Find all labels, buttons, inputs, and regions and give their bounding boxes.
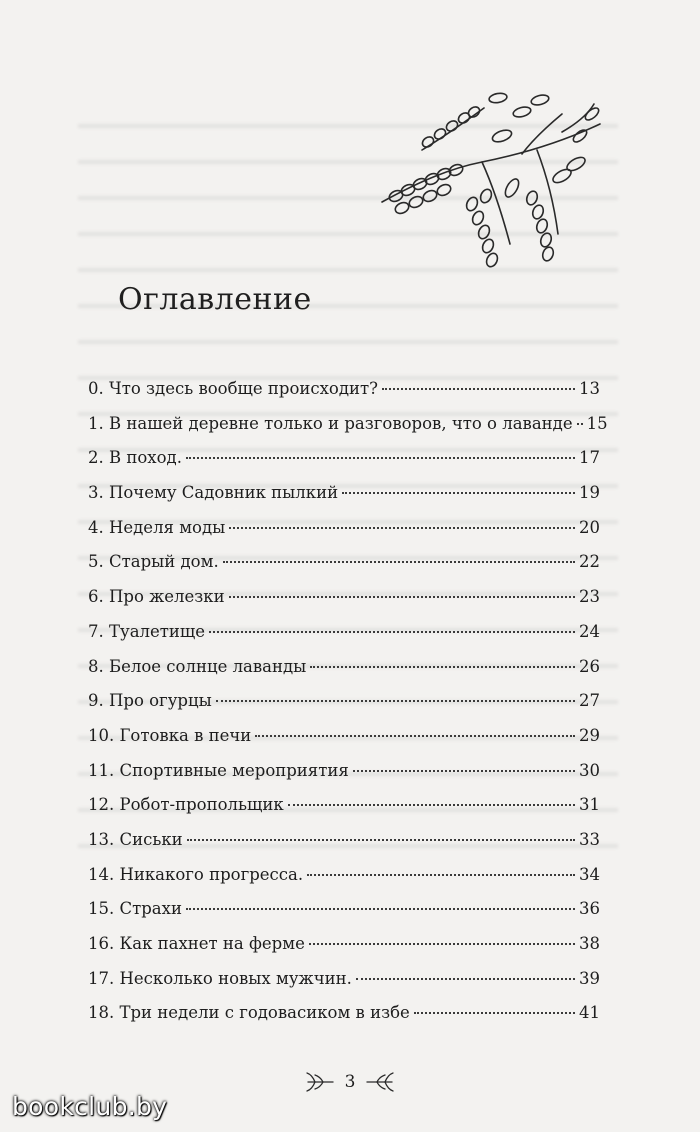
- toc-entry: [88, 927, 600, 962]
- dot-leader: [307, 874, 575, 876]
- toc-entry-page: 17: [579, 448, 600, 468]
- toc-entry-page: 30: [579, 760, 600, 780]
- toc-entry: [88, 441, 600, 476]
- toc-entry-page: 23: [579, 587, 600, 607]
- toc-entry-page: 41: [579, 1003, 600, 1023]
- toc-entry-title: 13. Сиськи: [88, 829, 183, 849]
- table-of-contents: [88, 372, 608, 1031]
- toc-entry: [88, 788, 600, 823]
- toc-entry-title: 8. Белое солнце лаванды: [88, 656, 307, 676]
- toc-entry: [88, 892, 600, 927]
- toc-entry-page: 38: [579, 934, 600, 953]
- toc-entry-page: 19: [579, 483, 600, 503]
- toc-entry: [88, 754, 600, 789]
- toc-entry-title: 11. Спортивные мероприятия: [88, 760, 349, 780]
- toc-entry-title: 1. В нашей деревне только и разговоров, что о лаванде: [88, 413, 573, 433]
- page-title: Оглавление: [118, 282, 312, 317]
- toc-entry: [88, 962, 600, 997]
- toc-entry-title: 18. Три недели с годовасиком в избе: [88, 1003, 410, 1023]
- dot-leader: [223, 561, 575, 563]
- toc-entry-title: 9. Про огурцы: [88, 691, 212, 711]
- dot-leader: [229, 596, 575, 598]
- toc-entry: [88, 996, 600, 1031]
- dot-leader: [288, 804, 575, 806]
- toc-entry-title: 4. Неделя моды: [88, 517, 226, 537]
- toc-entry-title: 15. Страхи: [88, 899, 182, 919]
- dot-leader: [310, 666, 575, 668]
- toc-entry: [88, 545, 600, 580]
- toc-entry-page: 15: [586, 413, 608, 433]
- toc-entry-page: 20: [579, 517, 600, 537]
- toc-entry-page: 36: [579, 899, 600, 919]
- dot-leader: [216, 700, 575, 702]
- toc-entry: [88, 719, 600, 754]
- dot-leader: [229, 527, 575, 529]
- toc-entry-title: 17. Несколько новых мужчин.: [88, 968, 352, 988]
- toc-entry: [88, 580, 600, 615]
- toc-entry: [88, 511, 600, 546]
- lavender-branch-icon: [362, 84, 612, 274]
- toc-entry: [88, 615, 600, 650]
- toc-entry-title: 2. В поход.: [88, 448, 182, 468]
- toc-entry: [88, 858, 600, 893]
- toc-entry-page: 26: [579, 656, 600, 676]
- toc-entry: [88, 407, 608, 442]
- dot-leader: [209, 631, 575, 633]
- toc-entry-title: 10. Готовка в печи: [88, 725, 252, 745]
- sprig-right-icon: [365, 1071, 395, 1093]
- dot-leader: [186, 908, 575, 910]
- dot-leader: [342, 492, 575, 494]
- toc-entry-title: 7. Туалетище: [88, 621, 206, 641]
- page-number: 3: [344, 1072, 356, 1092]
- toc-entry-page: 33: [579, 829, 600, 849]
- toc-entry-page: 24: [579, 621, 600, 641]
- dot-leader: [577, 423, 583, 425]
- toc-entry: [88, 372, 600, 407]
- dot-leader: [255, 735, 575, 737]
- toc-entry: [88, 476, 600, 511]
- dot-leader: [353, 770, 575, 772]
- toc-entry-title: 0. Что здесь вообще происходит?: [88, 379, 378, 398]
- dot-leader: [382, 388, 575, 390]
- toc-entry: [88, 684, 600, 719]
- toc-entry: [88, 823, 600, 858]
- toc-entry-page: 39: [579, 968, 600, 988]
- dot-leader: [356, 978, 575, 980]
- sprig-left-icon: [305, 1071, 335, 1093]
- dot-leader: [187, 839, 575, 841]
- toc-entry-page: 13: [579, 379, 600, 398]
- toc-entry-title: 3. Почему Садовник пылкий: [88, 483, 339, 503]
- dot-leader: [309, 943, 575, 945]
- toc-entry-title: 6. Про железки: [88, 587, 225, 607]
- toc-entry: [88, 650, 600, 685]
- toc-entry-page: 22: [579, 552, 600, 572]
- watermark-logo: bookclub.by: [12, 1092, 168, 1121]
- dot-leader: [414, 1012, 575, 1014]
- toc-entry-page: 34: [579, 864, 600, 884]
- toc-entry-page: 31: [579, 795, 600, 815]
- toc-entry-page: 27: [579, 691, 600, 711]
- toc-entry-title: 5. Старый дом.: [88, 552, 219, 572]
- toc-entry-title: 14. Никакого прогресса.: [88, 864, 304, 884]
- toc-entry-page: 29: [579, 725, 600, 745]
- dot-leader: [186, 457, 575, 459]
- toc-entry-title: 12. Робот-пропольщик: [88, 795, 284, 815]
- toc-entry-title: 16. Как пахнет на ферме: [88, 934, 305, 953]
